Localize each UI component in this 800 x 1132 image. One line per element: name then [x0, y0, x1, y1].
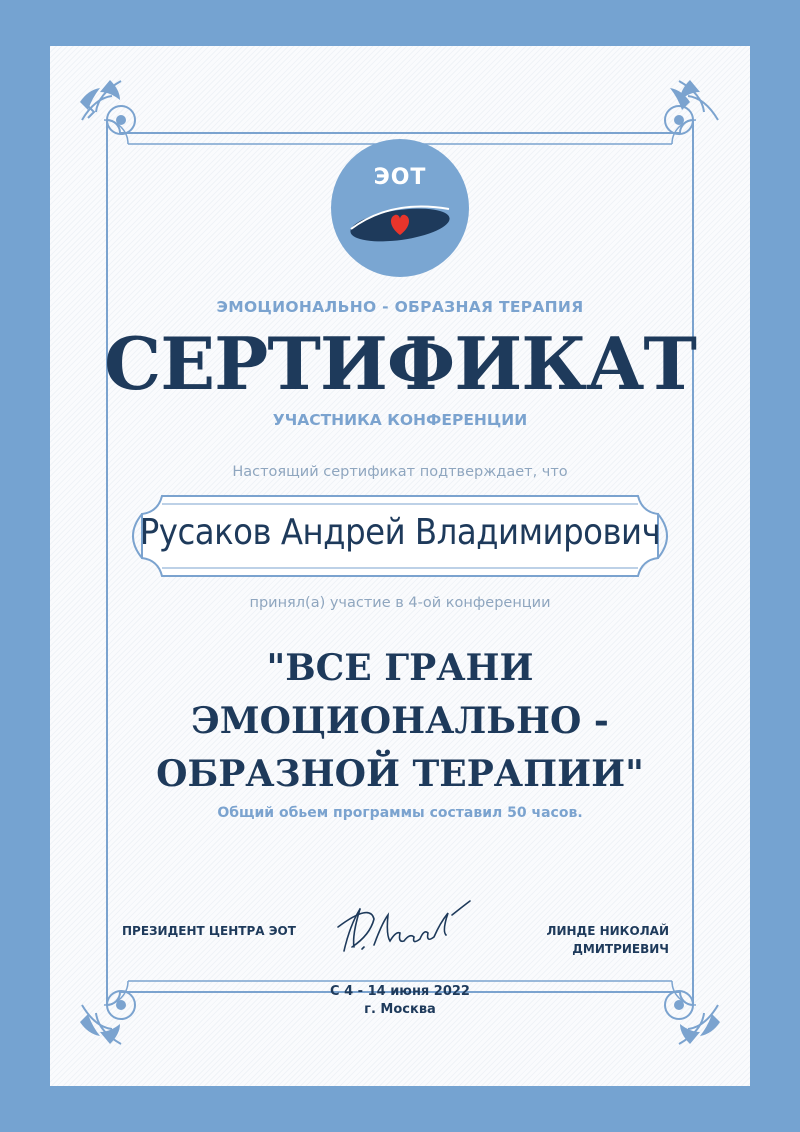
handwritten-signature — [330, 895, 480, 955]
signer-name-line: ЛИНДЕ НИКОЛАЙ — [546, 924, 669, 938]
event-city: г. Москва — [364, 1002, 436, 1017]
president-title: ПРЕЗИДЕНТ ЦЕНТРА ЭОТ — [122, 924, 296, 938]
conference-title — [0, 642, 800, 801]
conference-title-line: "ВСЕ ГРАНИ — [266, 647, 534, 689]
signer-name-line: ДМИТРИЕВИЧ — [572, 942, 669, 956]
recipient-name-plate — [122, 490, 678, 582]
event-date-location — [0, 983, 800, 1019]
program-hours: Общий обьем программы составил 50 часов. — [217, 805, 583, 821]
organization-name: ЭМОЦИОНАЛЬНО - ОБРАЗНАЯ ТЕРАПИЯ — [216, 298, 584, 316]
eye-heart-icon — [331, 139, 469, 277]
signer-name — [546, 922, 669, 958]
certificate-title: СЕРТИФИКАТ — [104, 321, 696, 406]
certificate-subtitle: УЧАСТНИКА КОНФЕРЕНЦИИ — [272, 411, 528, 429]
eot-logo — [331, 139, 469, 277]
conference-title-line: ОБРАЗНОЙ ТЕРАПИИ" — [156, 753, 644, 795]
event-dates: С 4 - 14 июня 2022 — [330, 984, 470, 999]
logo-text: ЭОТ — [373, 165, 427, 190]
conference-title-line: ЭМОЦИОНАЛЬНО - — [191, 700, 609, 742]
recipient-name: Русаков Андрей Владимирович — [139, 512, 661, 553]
confirm-text: Настоящий сертификат подтверждает, что — [232, 464, 568, 480]
participation-text: принял(а) участие в 4-ой конференции — [249, 595, 551, 611]
